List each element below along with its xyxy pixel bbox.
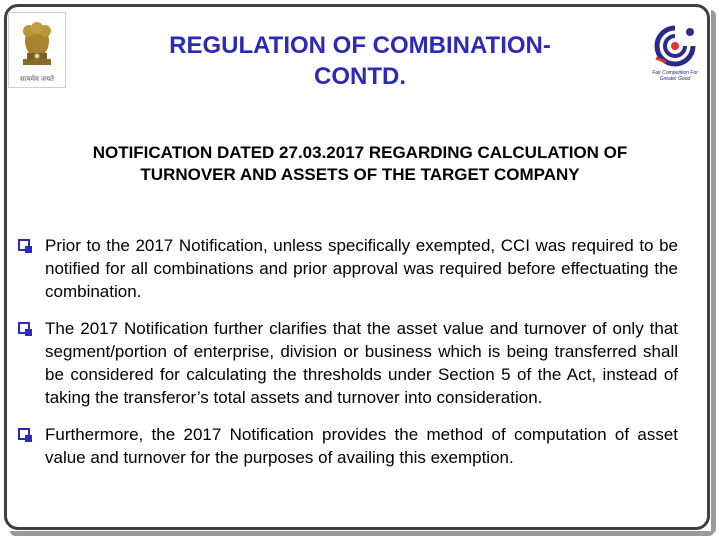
title-line-2: CONTD.	[314, 63, 406, 90]
title-line-1: REGULATION OF COMBINATION-	[169, 32, 551, 59]
square-bullet-icon	[18, 428, 30, 440]
square-bullet-icon	[18, 239, 30, 251]
list-item	[18, 317, 678, 409]
bullet-text: Prior to the 2017 Notification, unless specifically exempted, CCI was required to be notified for all combinations and prior approval was required before effectuating the combination.	[45, 236, 678, 301]
page-title	[80, 30, 640, 92]
bullet-list	[18, 234, 678, 483]
emblem-caption: सत्यमेव जयते	[19, 76, 55, 83]
bullet-text: Furthermore, the 2017 Notification provides the method of computation of asset value and turnover for the purposes of availing this exemption.	[45, 425, 678, 467]
frame-shadow-bottom	[10, 531, 714, 536]
subtitle-line-2: TURNOVER AND ASSETS OF THE TARGET COMPANY	[140, 165, 580, 184]
frame-shadow-right	[711, 10, 716, 534]
bullet-text: The 2017 Notification further clarifies that the asset value and turnover of only that segment/portion of enterprise, division or business which is being transferred shall be considered for calculating the thresholds under Section 5 of the Act, instead of taking the transferor’s total assets and turnover into consideration.	[45, 319, 678, 407]
page-subtitle	[20, 142, 700, 186]
list-item	[18, 423, 678, 469]
emblem-graphic	[17, 19, 57, 71]
list-item	[18, 234, 678, 303]
cci-logo-graphic	[648, 24, 702, 68]
subtitle-line-1: NOTIFICATION DATED 27.03.2017 REGARDING CALCULATION OF	[92, 143, 628, 162]
cci-logo-icon	[648, 24, 702, 86]
state-emblem-icon	[8, 12, 66, 88]
logo-caption: Fair Competition For Greater Good	[652, 70, 698, 82]
square-bullet-icon	[18, 322, 30, 334]
